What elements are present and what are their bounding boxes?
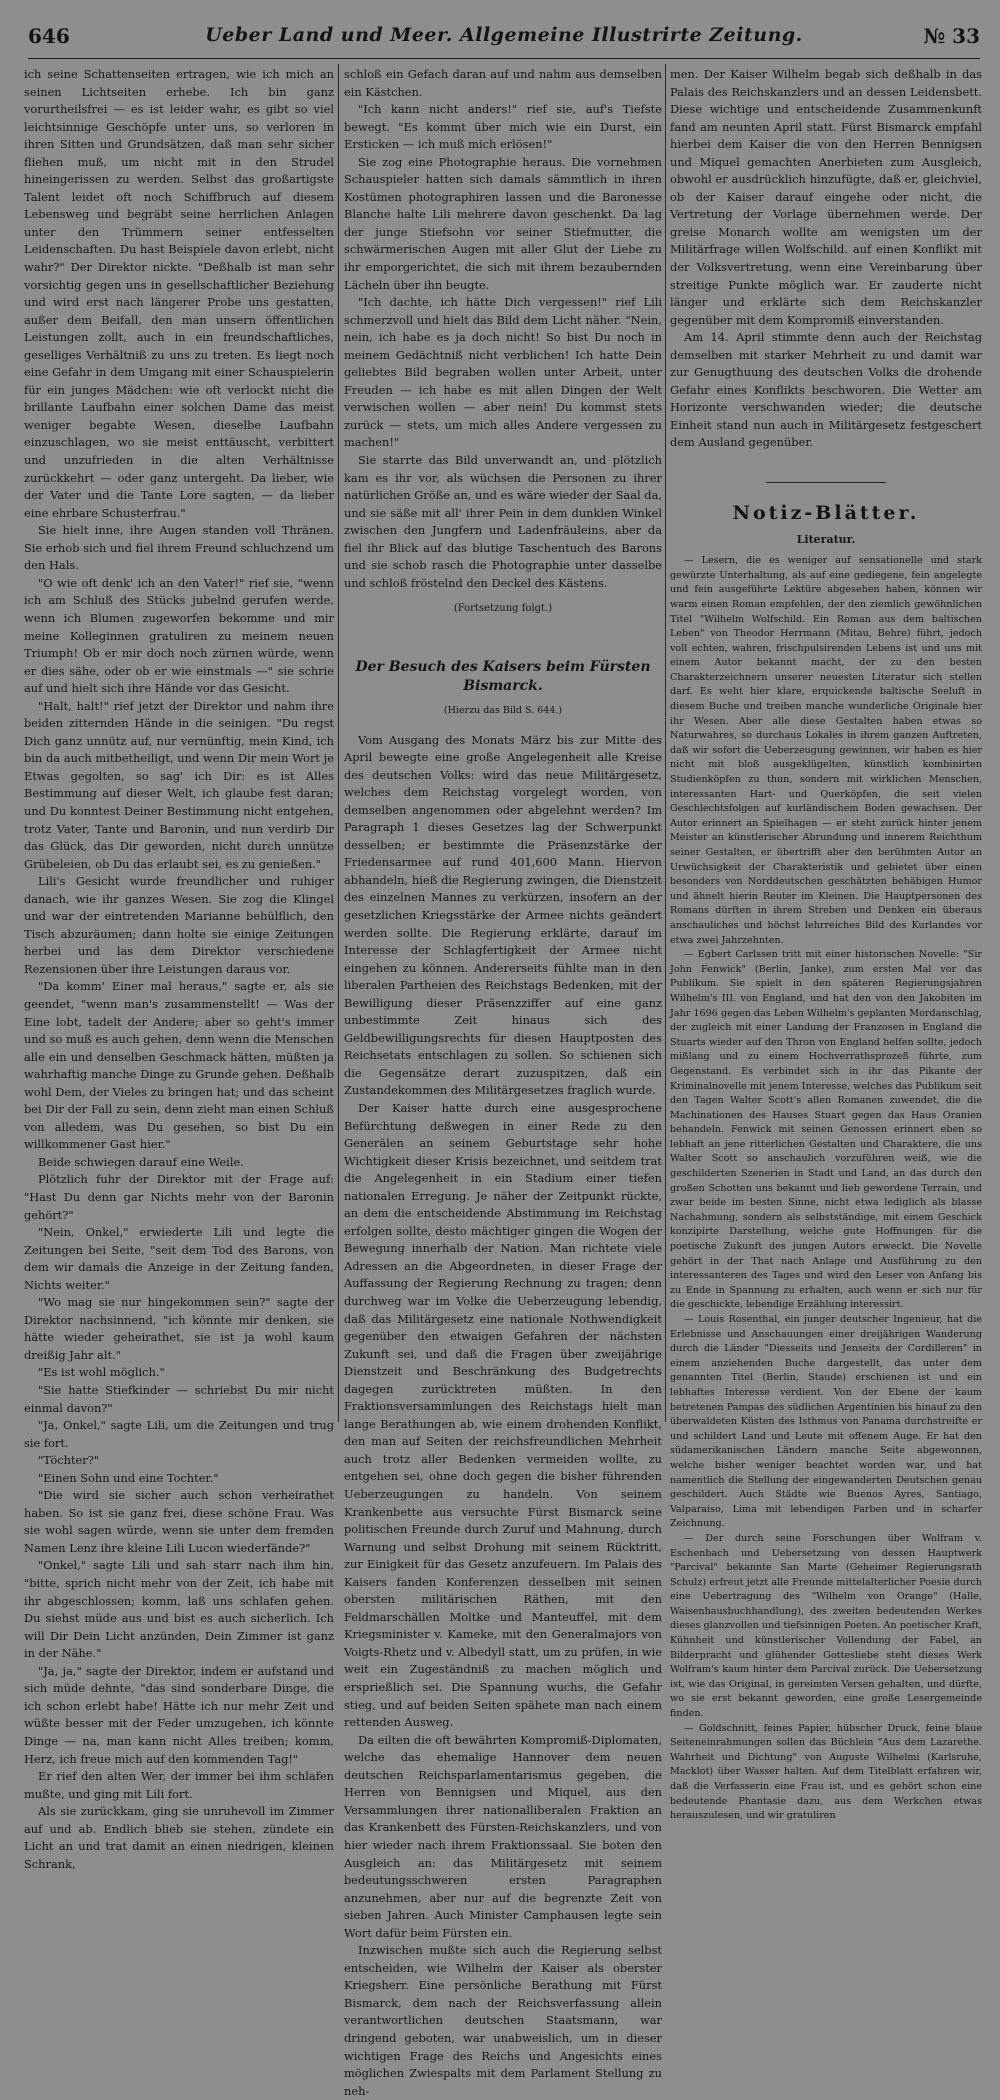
column-rule <box>665 64 666 1422</box>
column-2 <box>344 66 662 2098</box>
paragraph: Er rief den alten Wer, der immer bei ihm schlafen mußte, und ging mit Lili fort. <box>24 1769 334 1801</box>
paragraph: — Egbert Carlssen tritt mit einer historischen Novelle: "Sir John Fenwick" (Berlin, Janke), zum ersten Mal vor das Publikum. Sie spielt in den späteren Regierungsjahren Wilhelm's III. von England, und hat den von den Jakobiten im Jahr 1696 gegen das Leben Wilhelm's geplanten Mordanschlag, der zugleich mit einer Landung der Franzosen in England die Stuarts wieder auf den Thron von England helfen sollte, jedoch mißlang und zu einem Hochverrathsprozeß führte, zum Gegenstand. Es verbindet sich in ihr das Pikante der Kriminalnovelle mit jenem Interesse, welches das Publikum seit den Tagen Walter Scott's allen Romanen zuwendet, die die Machinationen des Hauses Stuart gegen das Haus Oranien behandeln. Fenwick mit seinen Genossen erinnert eben so lebhaft an jene ritterlichen Gestalten und Charaktere, die uns Walter Scott so anschaulich vorzuführen weiß, wie die geschilderten Szenerien in Stadt und Land, an das durch den großen Schotten uns bekannt und lieb gewordene Terrain, und zwar beide im besten Sinne, nicht etwa lediglich als blasse Nachahmung, sondern als selbstständige, mit einem Geschick konzipirte Darstellung, welche gute Hoffnungen für die poetische Zukunft des jungen Autors erweckt. Die Novelle gehört in der That nach Anlage und Ausführung zu den interessanteren des Tages und wird den Leser von Anfang bis zu Ende in Spannung zu erhalten, auch wenn er sich nur für die geschickte, lebendige Erzählung interessirt. <box>670 949 982 1311</box>
column-3 <box>670 66 982 1822</box>
paragraph: Lili's Gesicht wurde freundlicher und ruhiger danach, wie ihr ganzes Wesen. Sie zog die Klingel und war der eintretenden Marianne behülflich, den Tisch abzuräumen; dann holte sie einige Zeitungen herbei und las dem Direktor verschiedene Rezensionen über ihre Leistungen daraus vor. <box>24 874 334 976</box>
paragraph: — Lesern, die es weniger auf sensationelle und stark gewürzte Unterhaltung, als auf eine gediegene, fein angelegte und fein ausgeführte Lektüre abgesehen haben, können wir warm einen Roman empfehlen, der den ziemlich gewöhnlichen Titel "Wilhelm Wolfschild. Ein Roman aus dem baltischen Leben" von Theodor Herrmann (Mitau, Behre) führt, jedoch voll echten, wahren, frischpulsirenden Lebens ist und uns mit einem Autor bekannt macht, der zu den besten Charakterzeichnern unserer neuesten Literatur sich stellen darf. Es weht hier klare, erquickende baltische Seeluft in diesem Buche und treiben manche wunderliche Originale hier ihr Wesen. Aber alle diese Gestalten haben etwas so Naturwahres, so durchaus Lokales in ihrem ganzen Auftreten, daß wir sofort die Ueberzeugung gewinnen, wir haben es hier nicht mit bloß ausgeklügelten, künstlich kombinirten Studienköpfen zu thun, sondern mit wirklichen Menschen, interessanten Hart- und Querköpfen, die seit vielen Geschlechtsfolgen auf kurländischem Boden gewachsen. Der Autor erinnert an Spielhagen — er steht zurück hinter jenem Meister an künstlerischer Abrundung und innerem Reichthum seiner Gestalten, er übertrifft aber den berühmten Autor an Urwüchsigkeit der Charakteristik und gebietet über einen besonders von Norddeutschen geschätzten behäbigen Humor und ähnelt hierin Reuter im Kleinen. Die Hauptpersonen des Romans dürften in ihrem Streben und Denken ein überaus anschauliches und höchst lehrreiches Bild des Kurlandes vor etwa zwei Jahrzehnten. <box>670 555 982 946</box>
paragraph: Sie starrte das Bild unverwandt an, und plötzlich kam es ihr vor, als wüchsen die Personen zu ihrer natürlichen Größe an, und es wäre wieder der Saal da, und sie säße mit all' ihrer Pein in dem dunklen Winkel zwischen den Jungfern und Ladenfräuleins, aber da fiel ihr Blick auf das blutige Taschentuch des Barons und sie schob rasch die Photographie unter dasselbe und schloß fröstelnd den Deckel des Kästens. <box>344 453 662 590</box>
paragraph: "Ich dachte, ich hätte Dich vergessen!" rief Lili schmerzvoll und hielt das Bild dem Licht näher. "Nein, nein, ich habe es ja doch nicht! So bist Du noch in meinem Gedächtniß nicht verblichen! Ich hatte Dein geliebtes Bild begraben wollen unter Arbeit, unter Freuden — ich habe es mit allen Dingen der Welt verwischen wollen — aber nein! Du kommst stets zurück — stets, um mich alles Andere vergessen zu machen!" <box>344 295 662 450</box>
column-rule <box>338 64 339 1422</box>
paragraph: "Einen Sohn und eine Tochter." <box>38 1470 219 1485</box>
paragraph: Der Kaiser hatte durch eine ausgesprochene Befürchtung deßwegen in einer Rede zu den Generälen an seinem Geburtstage sehr hohe Wichtigkeit dieser Krisis bezeichnet, und seitdem trat die Angelegenheit in ein Stadium einer tiefen nationalen Erregung. Je näher der Zeitpunkt rückte, an dem die entscheidende Abstimmung im Reichstag erfolgen sollte, desto mächtiger gingen die Wogen der Bewegung innerhalb der Nation. Man richtete viele Adressen an die Abgeordneten, in dieser Frage der Auffassung der Regierung Rechnung zu tragen; denn durchweg war im Volke die Ueberzeugung lebendig, daß das Militärgesetz eine nationale Nothwendigkeit gegenüber den etwaigen Gefahren der nächsten Zukunft sei, und daß die Fragen über zweijährige Dienstzeit und Beschränkung des Budgetrechts dagegen zurücktreten müßten. In den Fraktionsversammlungen des Reichstags hielt man lange Berathungen ab, wie einem drohenden Konflikt, den man auf Seiten der reichsfreundlichen Mehrheit auch trotz aller Bedenken vermeiden wollte, zu entgehen sei, ohne doch gegen die bisher führenden Ueberzeugungen zu handeln. Von seinem Krankenbette aus versuchte Fürst Bismarck seine politischen Freunde durch Zuruf und Mahnung, durch Warnung und selbst Drohung mit seinem Rücktritt, zur Einigkeit für das Gesetz anzufeuern. Im Palais des Kaisers fanden Konferenzen desselben mit seinen obersten militärischen Räthen, mit den Feldmarschällen Moltke und Manteuffel, mit dem Kriegsminister v. Kameke, mit den Generalmajors von Voigts-Rhetz und v. Albedyll statt, um zu prüfen, in wie weit ein Zugeständniß zu machen möglich und ersprießlich sei. Die Spannung wuchs, die Gefahr stieg, und auf beiden Seiten spähete man nach einem rettenden Ausweg. <box>344 1100 662 1730</box>
paragraph: Beide schwiegen darauf eine Weile. <box>38 1154 244 1169</box>
paragraph: "Sie hatte Stiefkinder — schriebst Du mir nicht einmal davon?" <box>24 1383 334 1415</box>
section-title: Notiz-Blätter. <box>732 502 920 525</box>
paragraph: Sie zog eine Photographie heraus. Die vornehmen Schauspieler hatten sich damals sämmtlich in ihren Kostümen photographiren lassen und die Baronesse Blanche halte Lili mehrere davon geschenkt. Da lag der junge Stiefsohn vor seiner Stiefmutter, die schwärmerischen Augen mit aller Glut der Liebe zu ihr emporgerichtet, die sich mit ihrem bezaubernden Lächeln über ihn beugte. <box>344 154 662 292</box>
column-1 <box>24 66 334 1871</box>
page-header <box>28 8 980 59</box>
paragraph: Am 14. April stimmte denn auch der Reichstag demselben mit starker Mehrheit zu und damit war zur Genugthuung des deutschen Volks die drohende Gefahr eines Konflikts beschworen. Die Wetter am Horizonte verschwanden wieder; die deutsche Einheit stand nun auch in Militärgesetz festgeschert dem Ausland gegenüber. <box>670 330 982 450</box>
paragraph: — Goldschnitt, feines Papier, hübscher Druck, feine blaue Seiteneinrahmungen sollen das Büchlein "Aus dem Lazarethe. Wahrheit und Dichtung" von Auguste Wilhelmi (Karlsruhe, Macklot) über Wasser halten. Auf dem Titelblatt erfahren wir, daß die Verfasserin eine Frau ist, und es gehört schon eine bedeutende Phantasie dazu, aus dem Werkchen etwas herauszulesen, und wir gratuliren <box>670 1722 982 1822</box>
paragraph: Sie hielt inne, ihre Augen standen voll Thränen. Sie erhob sich und fiel ihrem Freund schluchzend um den Hals. <box>24 523 334 573</box>
article-subtitle: (Hierzu das Bild S. 644.) <box>443 704 563 716</box>
paragraph: — Der durch seine Forschungen über Wolfram v. Eschenbach und Uebersetzung von dessen Hauptwerk "Parcival" bekannte San Marte (Geheimer Regierungsrath Schulz) erfreut jetzt alle Freunde mittelalterlicher Poesie durch eine Uebertragung des "Wilhelm von Orange" (Halle, Waisenhausbuchhandlung), des zweiten bedeutenden Werkes dieses glanzvollen und tiefsinnigen Poeten. An poetischer Kraft, Kühnheit und künstlerischer Vollendung der Fabel, an Bilderpracht und glühender Gottesliebe steht dieses Werk Wolfram's kaum hinter dem Parcival zurück. Die Uebersetzung ist, wie das Original, in gereimten Versen gehalten, und dürfte, wo sie erst bekannt geworden, eine große Lesergemeinde finden. <box>670 1532 982 1720</box>
paragraph: "Halt, halt!" rief jetzt der Direktor und nahm ihre beiden zitternden Hände in die seinigen. "Du regst Dich ganz unnütz auf, nur vernünftig, mein Kind, ich bin da auch mitbetheiligt, und wenn Dir mein Wort je Etwas gegolten, so sag' ich Dir: es ist Alles Bestimmung auf dieser Welt, ich glaube fest daran; und Du konntest Deiner Bestimmung nicht entgehen, trotz Vater, Tante und Baronin, und nun verdirb Dir das Glück, das Dir geworden, nicht durch unnütze Grübeleien, ob Du das erlaubt sei, es zu genießen." <box>24 698 334 871</box>
subsection-title: Literatur. <box>796 532 856 546</box>
paragraph: Als sie zurückkam, ging sie unruhevoll im Zimmer auf und ab. Endlich blieb sie stehen, zündete ein Licht an und trat damit an einen niedrigen, kleinen Schrank, <box>24 1804 334 1871</box>
paragraph: "O wie oft denk' ich an den Vater!" rief sie, "wenn ich am Schluß des Stücks jubelnd gerufen werde, wenn ich Blumen zugeworfen bekomme und mir meine Kolleginnen gratuliren zu meinem neuen Triumph! Ob er mir doch noch zürnen würde, wenn er dies sähe, oder ob er wie einstmals —" sie schrie auf und hielt sich ihre Hände vor das Gesicht. <box>24 575 334 696</box>
article-title: Der Besuch des Kaisers beim Fürsten Bismarck. <box>355 658 651 694</box>
paragraph: men. Der Kaiser Wilhelm begab sich deßhalb in das Palais des Reichskanzlers und an dessen Leidensbett. Diese wichtige und entscheidende Zusammenkunft fand am neunten April statt. Fürst Bismarck empfahl hierbei dem Kaiser die von den Herren Bennigsen und Miquel gemachten Anerbieten zum Ausgleich, obwohl er ausdrücklich hinzufügte, daß er, gleichviel, ob der Kaiser darauf eingehe oder nicht, die Vertretung der Vorlage übernehmen werde. Der greise Monarch wollte am wenigsten um der Militärfrage willen Wolfschild. auf einen Konflikt mit der Volksvertretung, wenn eine Vereinbarung über streitige Punkte möglich war. Er zauderte nicht länger und erklärte sich dem Reichskanzler gegenüber mit dem Kompromiß einverstanden. <box>670 67 982 327</box>
paragraph: Da eilten die oft bewährten Kompromiß-Diplomaten, welche das ehemalige Hannover dem neuen deutschen Reichsparlamentarismus gegeben, die Herren von Bennigsen und Miquel, aus den Versammlungen ihrer nationalliberalen Fraktion an das Krankenbett des Fürsten-Reichskanzlers, und von hier wieder nach ihrem Fraktionssaal. Sie boten den Ausgleich an: das Militärgesetz mit seinem bedeutungsschweren ersten Paragraphen anzunehmen, aber nur auf die begrenzte Zeit von sieben Jahren. Auch Minister Camphausen legte sein Wort dafür beim Fürsten ein. <box>344 1732 662 1940</box>
paragraph: "Ja, ja," sagte der Direktor, indem er aufstand und sich müde dehnte, "das sind sonderbare Dinge, die ich schon erlebt habe! Hätte ich nur mehr Zeit und wüßte besser mit der Feder umzugehen, ich könnte Dinge — na, man kann nicht Alles treiben; komm, Herz, ich freue mich auf den kommenden Tag!" <box>24 1663 334 1766</box>
paragraph: "Ja, Onkel," sagte Lili, um die Zeitungen und trug sie fort. <box>24 1418 334 1450</box>
paragraph: Vom Ausgang des Monats März bis zur Mitte des April bewegte eine große Angelegenheit alle Kreise des deutschen Volks: wird das neue Militärgesetz, welches dem Reichstag vorgelegt worden, von demselben angenommen oder abgelehnt werden? Im Paragraph 1 dieses Gesetzes lag der Schwerpunkt desselben; er bestimmte die Präsenzstärke der Friedensarmee auf rund 401,600 Mann. Hiervon abhandeln, hieß die Regierung zwingen, die Dienstzeit des einzelnen Mannes zu verkürzen, insofern an der gesetzlichen Kriegsstärke der Armee nichts geändert werden sollte. Die Regierung erklärte, darauf im Interesse der Schlagfertigkeit der Armee nicht eingehen zu können. Andererseits fühlte man in den liberalen Partheien des Reichstags Bedenken, mit der Bewilligung dieser Präsenzziffer auf eine ganz unbestimmte Zeit hinaus sich des Geldbewilligungsrechts für diesen Hauptposten des Reichsetats entschlagen zu sollen. So schienen sich die Gegensätze derart zuzuspitzen, daß ein Zustandekommen des Militärgesetzes fraglich wurde. <box>344 732 662 1098</box>
paragraph: "Ich kann nicht anders!" rief sie, auf's Tiefste bewegt. "Es kommt über mich wie ein Durst, ein Ersticken — ich muß mich erlösen!" <box>344 102 662 152</box>
paragraph: Plötzlich fuhr der Direktor mit der Frage auf: "Hast Du denn gar Nichts mehr von der Baronin gehört?" <box>24 1172 334 1222</box>
paragraph: — Louis Rosenthal, ein junger deutscher Ingenieur, hat die Erlebnisse und Anschauungen einer dreijährigen Wanderung durch die Länder "Diesseits und Jenseits der Cordilleren" in einem anziehenden Buche dargestellt, das unter dem genannten Titel (Berlin, Staude) erschienen ist und ein lebhaftes Interesse verdient. Von der Ebene der kaum betretenen Pampas des südlichen Argentinien bis hinauf zu den überwaldeten Küsten des Isthmus von Panama durchstreifte er und schildert Land und Leute mit offenem Auge. Er hat den südamerikanischen Ländern manche Seite abgewonnen, welche bisher weniger beachtet worden war, und hat namentlich die Stellung der eingewanderten Deutschen genau geschildert. Auch Städte wie Buenos Ayres, Santiago, Valparaiso, Lima mit lebendigen Farben und in scharfer Zeichnung. <box>670 1314 982 1530</box>
page-number: 646 <box>28 24 70 48</box>
paragraph: schloß ein Gefach daran auf und nahm aus demselben ein Kästchen. <box>344 67 662 99</box>
paragraph: "Es ist wohl möglich." <box>38 1365 165 1380</box>
issue-number: № 33 <box>923 24 980 48</box>
newspaper-title: Ueber Land und Meer. Allgemeine Illustrirte Zeitung. <box>205 24 803 46</box>
paragraph: "Die wird sie sicher auch schon verheirathet haben. So ist sie ganz frei, diese schöne Frau. Was sie wohl sagen würde, wenn sie unter dem fremden Namen Lenz ihre kleine Lili Lucon wiederfände?" <box>24 1488 334 1555</box>
paragraph: "Töchter?" <box>38 1453 100 1468</box>
section-divider <box>766 482 886 483</box>
paragraph: "Nein, Onkel," erwiederte Lili und legte die Zeitungen bei Seite, "seit dem Tod des Barons, von dem wir damals die Anzeige in der Zeitung fanden, Nichts weiter." <box>24 1225 334 1292</box>
paragraph: "Onkel," sagte Lili und sah starr nach ihm hin, "bitte, sprich nicht mehr von der Zeit, ich habe mit ihr abgeschlossen; komm, laß uns schlafen gehen. Du siehst müde aus und bist es auch sicherlich. Ich will Dir Dein Licht anzünden, Dein Zimmer ist ganz in der Nähe." <box>24 1558 334 1661</box>
paragraph: "Da komm' Einer mal heraus," sagte er, als sie geendet, "wenn man's zusammenstellt! — Was der Eine lobt, tadelt der Andere; aber so geht's immer und so muß es auch gehen, denn wenn die Menschen alle ein und denselben Geschmack hätten, müßten ja wahrhaftig manche Dinge zu Grunde gehen. Deßhalb wohl Dem, der Vieles zu bringen hat; und das scheint bei Dir der Fall zu sein, denn zieht man einen Schluß von alledem, was Du gesehen, so bist Du ein willkommener Gast hier." <box>24 979 334 1152</box>
paragraph: "Wo mag sie nur hingekommen sein?" sagte der Direktor nachsinnend, "ich könnte mir denken, sie hätte wieder geheirathet, sie ist ja wohl kaum dreißig Jahr alt." <box>24 1295 334 1362</box>
paragraph: ich seine Schattenseiten ertragen, wie ich mich an seinen Lichtseiten erhebe. Ich bin ganz vorurtheilsfrei — es ist leider wahr, es gibt so viel leichtsinnige Geschöpfe unter uns, so verloren in ihren Sitten und Grundsätzen, daß man sehr sicher fliehen muß, um nicht mit in den Strudel hineingerissen zu werden. Selbst das großartigste Talent leidet oft noch Schiffbruch auf diesem Lebensweg und begräbt seine herrlichen Anlagen unter den Trümmern seiner entfesselten Leidenschaften. Du hast Beispiele davon erlebt, nicht wahr?" Der Direktor nickte. "Deßhalb ist man sehr vorsichtig gegen uns in gesellschaftlicher Beziehung und wird erst nach längerer Probe uns gestatten, außer dem Beifall, den man unsern öffentlichen Leistungen zollt, auch in ein freundschaftliches, geselliges Verhältniß zu uns zu treten. Es liegt noch eine Gefahr in dem Umgang mit einer Schauspielerin für ein junges Mädchen: wie oft verlockt nicht die brillante Laufbahn einer solchen Dame das meist weniger begabte Wesen, dieselbe Laufbahn einzuschlagen, wo sie meist enttäuscht, verbittert und unzufrieden in die alten Verhältnisse zurückkehrt — oder ganz untergeht. Da lieber, wie der Vater und die Tante Lore sagten, — da lieber eine ehrbare Schusterfrau." <box>24 67 334 520</box>
paragraph: Inzwischen mußte sich auch die Regierung selbst entscheiden, wie Wilhelm der Kaiser als oberster Kriegsherr. Eine persönliche Berathung mit Fürst Bismarck, dem nach der Reichsverfassung allein verantwortlichen deutschen Staatsmann, war dringend geboten, war unabweislich, um in dieser wichtigen Frage des Reichs und Angesichts eines möglichen Zwiespalts mit dem Parlament Stellung zu neh- <box>344 1943 662 2098</box>
continuation-note: (Fortsetzung folgt.) <box>453 603 553 615</box>
